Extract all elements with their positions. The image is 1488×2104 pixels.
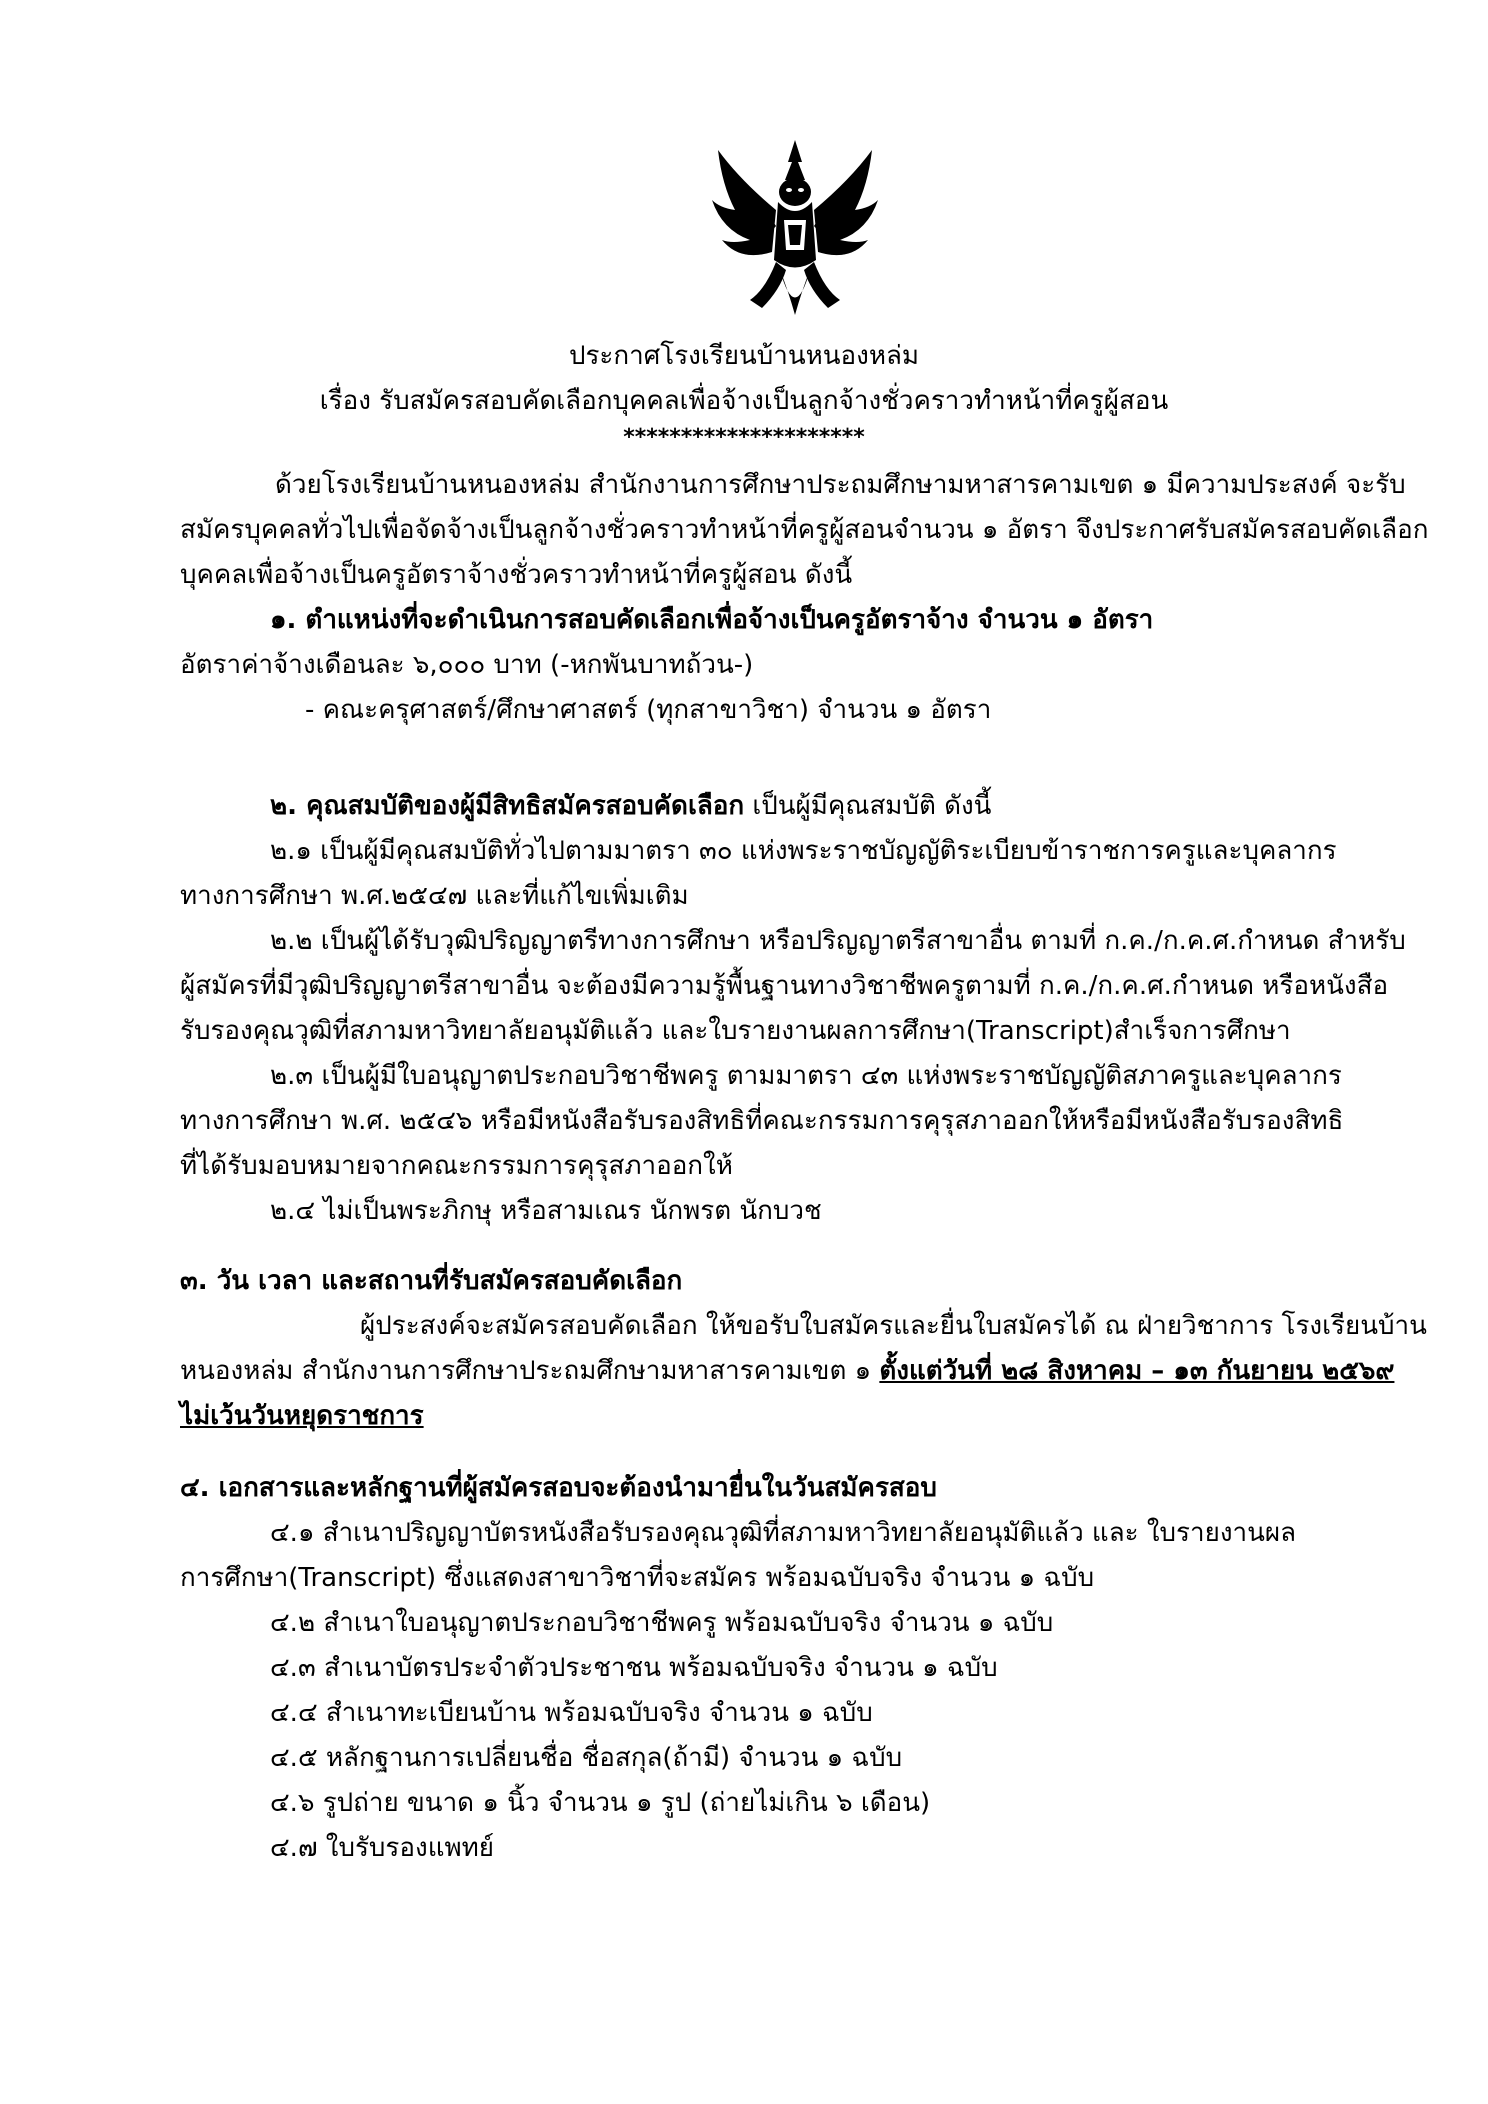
section-2-line-4: ผู้สมัครที่มีวุฒิปริญญาตรีสาขาอื่น จะต้องมีความรู้พื้นฐานทางวิชาชีพครูตามที่ ก.ค./ก.ค.ศ.กำหนด หรือหนังสือ [180, 971, 1389, 1001]
section-2-line-7: ทางการศึกษา พ.ศ. ๒๕๔๖ หรือมีหนังสือรับรองสิทธิที่คณะกรรมการคุรุสภาออกให้หรือมีหนังสือรับรองสิทธิ [180, 1106, 1344, 1136]
section-2-line-6: ๒.๓ เป็นผู้มีใบอนุญาตประกอบวิชาชีพครู ตามมาตรา ๔๓ แห่งพระราชบัญญัติสภาครูและบุคลากร [270, 1061, 1342, 1091]
section-2-line-8: ที่ได้รับมอบหมายจากคณะกรรมการคุรุสภาออกให้ [180, 1151, 733, 1181]
section-4-line-4: ๔.๓ สำเนาบัตรประจำตัวประชาชน พร้อมฉบับจริง จำนวน ๑ ฉบับ [270, 1653, 998, 1683]
document-title: ประกาศโรงเรียนบ้านหนองหล่ม [568, 341, 920, 371]
section-4-line-5: ๔.๔ สำเนาทะเบียนบ้าน พร้อมฉบับจริง จำนวน ๑ ฉบับ [270, 1698, 873, 1728]
section-4-line-3: ๔.๒ สำเนาใบอนุญาตประกอบวิชาชีพครู พร้อมฉบับจริง จำนวน ๑ ฉบับ [270, 1608, 1054, 1638]
intro-line-3: บุคคลเพื่อจ้างเป็นครูอัตราจ้างชั่วคราวทำหน้าที่ครูผู้สอน ดังนี้ [180, 560, 853, 590]
section-3-line-1: ผู้ประสงค์จะสมัครสอบคัดเลือก ให้ขอรับใบสมัครและยื่นใบสมัครได้ ณ ฝ่ายวิชาการ โรงเรียนบ้าน [360, 1311, 1427, 1341]
section-2-line-5: รับรองคุณวุฒิที่สภามหาวิทยาลัยอนุมัติแล้ว และใบรายงานผลการศึกษา(Transcript)สำเร็จการศึกษา [180, 1016, 1291, 1046]
section-2-heading-rest: เป็นผู้มีคุณสมบัติ ดังนี้ [744, 791, 992, 821]
separator-stars: ********************* [623, 425, 865, 450]
section-4-line-8: ๔.๗ ใบรับรองแพทย์ [270, 1833, 494, 1863]
section-2-line-1: ๒.๑ เป็นผู้มีคุณสมบัติทั่วไปตามมาตรา ๓๐ แห่งพระราชบัญญัติระเบียบข้าราชการครูและบุคลากร [270, 836, 1337, 866]
section-2-heading [270, 788, 991, 824]
section-4-line-1: ๔.๑ สำเนาปริญญาบัตรหนังสือรับรองคุณวุฒิที่สภามหาวิทยาลัยอนุมัติแล้ว และ ใบรายงานผล [270, 1518, 1297, 1548]
section-2-line-9: ๒.๔ ไม่เป็นพระภิกษุ หรือสามเณร นักพรต นักบวช [270, 1196, 822, 1226]
section-4-line-6: ๔.๕ หลักฐานการเปลี่ยนชื่อ ชื่อสกุล(ถ้ามี) จำนวน ๑ ฉบับ [270, 1743, 903, 1773]
section-1-item: - คณะครุศาสตร์/ศึกษาศาสตร์ (ทุกสาขาวิชา) จำนวน ๑ อัตรา [305, 695, 992, 725]
section-2-line-2: ทางการศึกษา พ.ศ.๒๕๔๗ และที่แก้ไขเพิ่มเติม [180, 881, 689, 911]
intro-line-2: สมัครบุคคลทั่วไปเพื่อจัดจ้างเป็นลูกจ้างชั่วคราวทำหน้าที่ครูผู้สอนจำนวน ๑ อัตรา จึงประกาศรับสมัครสอบคัดเลือก [180, 515, 1429, 545]
document-subject: เรื่อง รับสมัครสอบคัดเลือกบุคคลเพื่อจ้างเป็นลูกจ้างชั่วคราวทำหน้าที่ครูผู้สอน [319, 386, 1169, 416]
section-2-line-3: ๒.๒ เป็นผู้ได้รับวุฒิปริญญาตรีทางการศึกษา หรือปริญญาตรีสาขาอื่น ตามที่ ก.ค./ก.ค.ศ.กำหนด สำหรับ [270, 926, 1406, 956]
intro-line-1: ด้วยโรงเรียนบ้านหนองหล่ม สำนักงานการศึกษาประถมศึกษามหาสารคามเขต ๑ มีความประสงค์ จะรับ [275, 470, 1406, 500]
section-1-heading: ๑. ตำแหน่งที่จะดำเนินการสอบคัดเลือกเพื่อจ้างเป็นครูอัตราจ้าง จำนวน ๑ อัตรา [270, 605, 1154, 635]
garuda-emblem-icon [710, 140, 880, 330]
section-1-salary: อัตราค่าจ้างเดือนละ ๖,๐๐๐ บาท (-หกพันบาทถ้วน-) [180, 650, 754, 680]
section-3-heading: ๓. วัน เวลา และสถานที่รับสมัครสอบคัดเลือก [180, 1266, 683, 1296]
section-3-line-2-text: หนองหล่ม สำนักงานการศึกษาประถมศึกษามหาสารคามเขต ๑ [180, 1356, 880, 1386]
section-3-date-range: ตั้งแต่วันที่ ๒๘ สิงหาคม – ๑๓ กันยายน ๒๕๖๙ [879, 1356, 1395, 1386]
section-3-line-2 [180, 1353, 1394, 1389]
section-2-heading-bold: ๒. คุณสมบัติของผู้มีสิทธิสมัครสอบคัดเลือก [270, 791, 745, 821]
section-4-line-7: ๔.๖ รูปถ่าย ขนาด ๑ นิ้ว จำนวน ๑ รูป (ถ่ายไม่เกิน ๖ เดือน) [270, 1788, 931, 1818]
section-4-heading: ๔. เอกสารและหลักฐานที่ผู้สมัครสอบจะต้องนำมายื่นในวันสมัครสอบ [180, 1473, 937, 1503]
section-3-line-3: ไม่เว้นวันหยุดราชการ [180, 1401, 424, 1431]
section-4-line-2: การศึกษา(Transcript) ซึ่งแสดงสาขาวิชาที่จะสมัคร พร้อมฉบับจริง จำนวน ๑ ฉบับ [180, 1563, 1095, 1593]
